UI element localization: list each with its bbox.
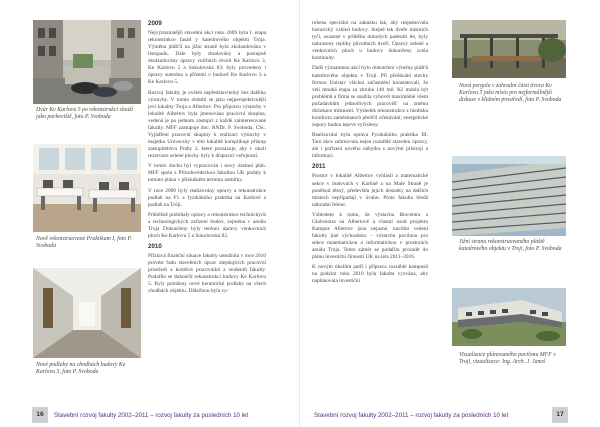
paragraph: Rozvoj fakulty je ovšem nepředstavitelný bez dalšího výstavby. V tomto období se jako nejperspektivnější jeví lokality Troja a Albertov. Pro přípravu výstavby v lokalitě Albertov byla jmenována pracovní skupina, vedená je po jednom zástupci z každé zainteresované fakulty. MFF zastupuje doc. RNDr. P. Svoboda, CSc. Vyjádření pracovní skupiny k realizaci výstavby v majetku Univerzity v této lokalitě komplikuje přístup zastupitelstva Prahy 2, které prosazuje, aby v okolí rezervace zelené plochy byly k dispozici veřejnosti. [148,89,266,159]
paragraph: Realizováni byla oprava Fyzikálního praktika III. Tato akce zahrnovala nejen rozsáhlé stavební úpravy, ale i pořízení nového nábytku s novými přístroji a informaci. [312,132,428,160]
paragraph: Prostor v lokalitě Albertov vyhlásil a matematické sekce v budovách v Karlíně a na Malé Straně je poněkud těsný, především jejich dostatky na dalších místech nepřipadají v úvahu. Proto fakulta hledá náhradní řešení. [312,173,428,208]
running-footer: Stavební rozvoj fakulty 2002–2011 – rozvoj fakulty za posledních 10 let [54,412,249,419]
paragraph: robena speciální na zakázku lak, aby respektovala historický vzhled budovy. Stejně tak dveře místních tyčí, osazené v průběhu minulých padesáti let, byly nahrazeny repliky původních dveří. Úpravy zeleně a venkovních ploch u budovy dokončeny zcela kontinuity. [312,20,428,62]
year-heading-2009: 2009 [148,20,162,27]
photo-caption: Nově rekonstruované Praktikum I, foto P. Svoboda [36,236,132,250]
corridor-photo [33,268,141,358]
paragraph: Nejvýznamnější stavební akcí roku 2009 byla I. etapa rekonstrukce fasád y katedrového objektu Trója. Výměna plášťů na jižní straně byla zkolaudována v listopadu. Dále byly zbudovány a postupně zkolaudovány úpravy vnitřních dvorů Ke Karlovu 3, Ke Karlovu 5 a Sokolovská 83; byly provedeny i úpravy suterénu a přízemí v budově Ke Karlovu 3 a Ke Karlovu 5. [148,30,266,86]
photo-caption: Dvůr Ke Karlovu 5 po rekonstrukci slouží jako parkoviště, foto P. Svoboda [36,107,134,121]
pergola-photo [452,20,566,78]
right-text-column [312,20,428,289]
year-heading-2011: 2011 [312,163,326,171]
photo-caption: Jižní strana rekonstruovaného pláště katedrového objektu v Troji, foto P. Svoboda [459,239,562,253]
page-number: 16 [32,407,48,423]
paragraph: Vzhledem k tomu, že výstavba Biocentra a Globcentra na Albertově a vlastní osud projektu Kampus Albertov jsou nejasné, navrhlo vedení fakulty jiné východisko – výstavbu pavilonu pro sekce matematickou a informatickou v prostorách areálu Troja. Tento záměr se podařilo prosadit do plánu investiční činnosti UK na léta 2011–2016. [312,211,428,261]
paragraph: K novým úkolům patří i příprava rozsáhlé kampusů na podzim roku 2010 byla fakulta vyzvána, aby naplánovala investiční [312,264,428,285]
courtyard-parking-photo [33,20,141,104]
left-text-column [148,20,266,299]
paragraph: V roce 2009 byly realizovány opravy a rekonstrukce podlah na F1 a fyzikálního praktika na Karlově a podlah na Tróji. [148,187,266,208]
pavilion-visualization [452,288,566,346]
lab-interior-photo [33,144,141,232]
paragraph: Příznivá finanční situace fakulty umožnila v roce 2010 provést řadu stavebních úprav zlepšujících pracovní prostředí a komfort pracovníků a studentů fakulty. Podařilo se dokončit rekonstrukci budovy Ke Karlovu 5. Byly položeny nové keramické podlahy na všech chodbách objektu. Důležitou byla vy- [148,253,266,295]
page-number: 17 [552,407,568,423]
year-heading-2010: 2010 [148,243,162,251]
photo-caption: Nové podlahy na chodbách budovy Ke Karlovu 5, foto P. Svoboda [36,362,126,376]
right-page [300,0,600,427]
paragraph: Další významnou akcí bylo dokončení výměny plášťů katedrového objektu v Troji. Při předávání stavby firmou Unistav všichni zúčastnění konstatovali, že velí mnohá etapa za zhruba 140 mil. Kč mohla být problémů a firma se snažila vyhovět maximálně všem požadavkům jednotlivých pracovišť na změnu dislokace místností. Výsledek rekonstrukce z hlediska komfortu zaměstnanců předčil očekávání; energetické úspory budou teprve vyčísleny. [312,65,428,128]
photo-caption: Vizualizace plánovaného pavilonu MFF v Troji, vizualizace: Ing. Arch. J. Janeš [459,352,556,366]
photo-caption: Nová pergola v zahradní části dvora Ke Karlovu 5 jako místo pro nejformálnější diskuse v klidném prostředí, foto P. Svoboda [459,83,562,104]
facade-photo [452,156,566,236]
running-footer: Stavební rozvoj fakulty 2002–2011 – rozvoj fakulty za posledních 10 let [314,412,509,419]
paragraph: V tomto duchu byl vypracován i nový územní plán. MFF spolu s Přírodovědeckou fakultou UK podaly k tomuto plánu v příslušném termínu námitky. [148,163,266,184]
paragraph: Průběžně probíhaly opravy a rekonstrukce technických a technologických zařízení budov, zejména v areálu Troja Dokončeny byly terénní úpravy venkovních ploch Ke Karlovu 5 a Sokolovská 83. [148,211,266,240]
